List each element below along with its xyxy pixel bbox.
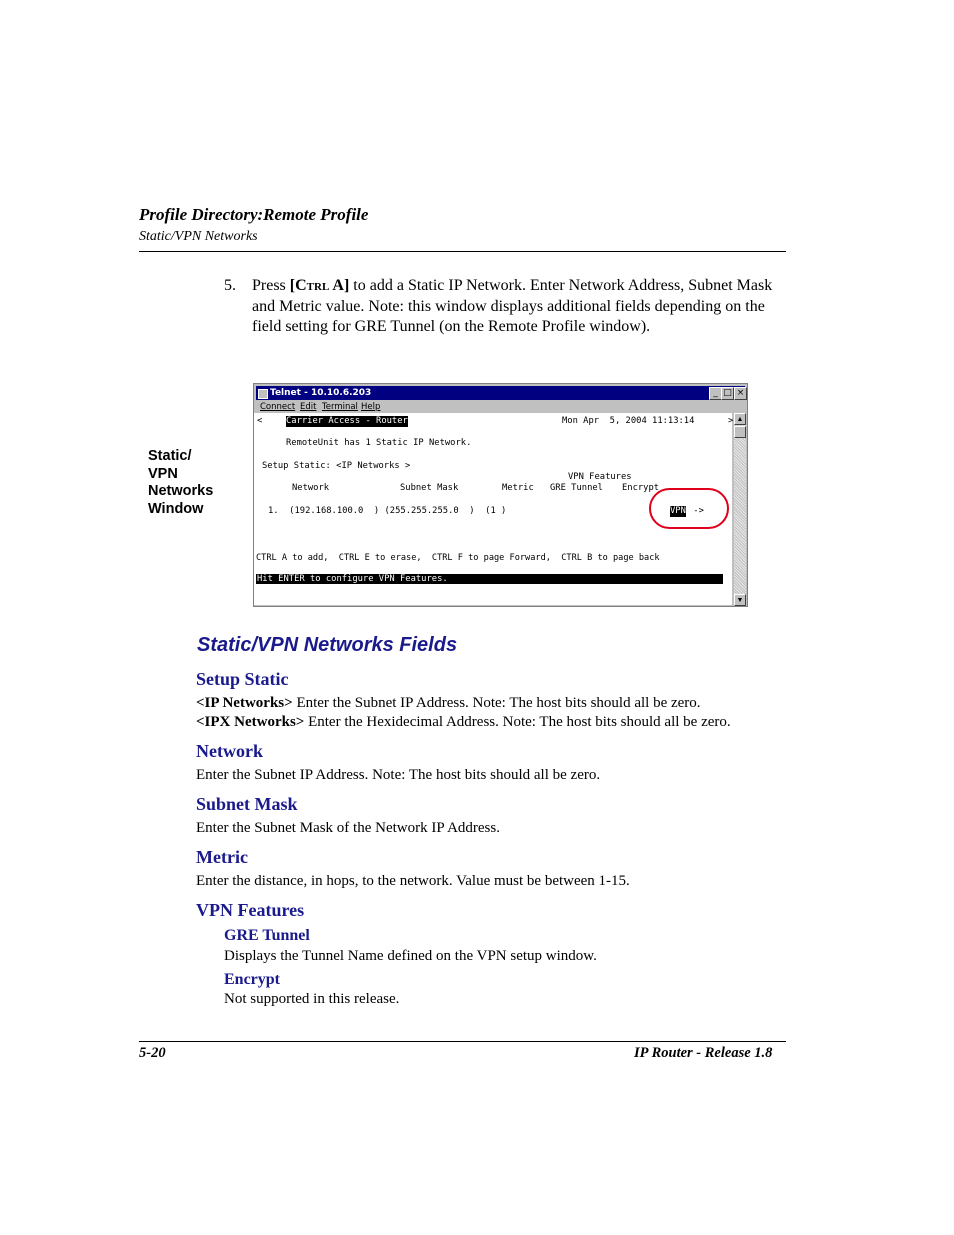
subnet-mask-text: Enter the Subnet Mask of the Network IP Address. [196, 820, 500, 836]
heading-metric: Metric [196, 847, 248, 867]
key-open: [C [289, 277, 307, 294]
maximize-button[interactable]: □ [721, 387, 734, 400]
page-header-subtitle: Static/VPN Networks [139, 229, 258, 244]
menu-terminal[interactable]: Terminal [322, 402, 358, 412]
heading-setup-static: Setup Static [196, 669, 289, 689]
minimize-button[interactable]: _ [709, 387, 722, 400]
step-description: to add a Static IP Network. Enter Network Address, Subnet Mask and Metric value. Note: this window displays additional fields depending on the field setting for GRE Tunnel (on the Remote Profile window). [252, 277, 773, 335]
footer-rule [139, 1041, 786, 1042]
terminal-scrollbar[interactable] [734, 413, 746, 606]
page-number: 5-20 [139, 1045, 166, 1061]
section-title: Static/VPN Networks Fields [197, 634, 458, 656]
term-arrow-left: < [257, 416, 263, 426]
heading-subnet-mask: Subnet Mask [196, 794, 298, 814]
key-smallcaps: trl [306, 277, 330, 294]
menu-help[interactable]: Help [361, 402, 381, 412]
setup-static-ipx [196, 714, 731, 731]
highlight-circle [649, 488, 729, 529]
term-col-metric: Metric [502, 483, 534, 493]
gre-tunnel-text: Displays the Tunnel Name defined on the VPN setup window. [224, 948, 597, 964]
telnet-menubar [256, 401, 745, 413]
step-5 [224, 276, 784, 338]
term-datetime: Mon Apr 5, 2004 11:13:14 [562, 416, 695, 426]
footer-product: IP Router - Release 1.8 [634, 1045, 773, 1061]
ipx-networks-label: <IPX Networks> [196, 714, 305, 730]
heading-network: Network [196, 741, 263, 761]
menu-edit[interactable]: Edit [300, 402, 317, 412]
term-arrow-right: > [728, 416, 734, 426]
telnet-title: Telnet - 10.10.6.203 [270, 388, 372, 398]
term-col-gre: GRE Tunnel [550, 483, 603, 493]
close-button[interactable]: × [734, 387, 747, 400]
header-rule [139, 251, 786, 252]
scroll-up-icon[interactable]: ▲ [734, 413, 746, 425]
telnet-titlebar[interactable] [256, 386, 745, 400]
step-press: Press [252, 277, 290, 294]
ip-networks-label: <IP Networks> [196, 695, 293, 711]
term-setup: Setup Static: <IP Networks > [262, 461, 411, 471]
heading-encrypt: Encrypt [224, 971, 280, 988]
step-text [252, 276, 784, 338]
figure-label-line4: Window [148, 500, 204, 517]
figure-label [148, 448, 213, 518]
term-row-1-vpn[interactable]: VPN [670, 506, 686, 516]
figure-label-line3: Networks [148, 483, 214, 499]
scroll-thumb[interactable] [734, 426, 746, 438]
figure-label-line2: VPN [148, 465, 178, 482]
heading-gre-tunnel: GRE Tunnel [224, 927, 310, 944]
key-close: A] [329, 277, 350, 294]
figure-label-line1: Static/ [148, 448, 192, 464]
ipx-networks-text: Enter the Hexidecimal Address. Note: The host bits should all be zero. [304, 714, 731, 730]
term-status: Hit ENTER to configure VPN Features. [257, 574, 448, 584]
term-row-1[interactable]: 1. (192.168.100.0 ) (255.255.255.0 ) (1 ) [268, 506, 507, 516]
page-header-title: Profile Directory:Remote Profile [139, 205, 369, 224]
term-help: CTRL A to add, CTRL E to erase, CTRL F to page Forward, CTRL B to page back [256, 553, 660, 563]
step-number: 5. [224, 277, 236, 294]
setup-static-ip [196, 695, 701, 712]
ip-networks-text: Enter the Subnet IP Address. Note: The host bits should all be zero. [292, 695, 701, 711]
term-summary: RemoteUnit has 1 Static IP Network. [286, 438, 472, 448]
menu-connect[interactable]: Connect [260, 402, 296, 412]
encrypt-text: Not supported in this release. [224, 991, 400, 1007]
scroll-down-icon[interactable]: ▼ [734, 594, 746, 606]
term-system-name: Carrier Access - Router [286, 416, 408, 426]
term-vpn-features: VPN Features [568, 472, 632, 482]
telnet-app-icon [258, 389, 268, 399]
metric-text: Enter the distance, in hops, to the network. Value must be between 1-15. [196, 873, 630, 889]
term-col-subnet: Subnet Mask [400, 483, 459, 493]
heading-vpn-features: VPN Features [196, 900, 305, 920]
key-combo [290, 277, 350, 294]
term-col-encrypt: Encrypt [622, 483, 660, 493]
network-text: Enter the Subnet IP Address. Note: The host bits should all be zero. [196, 767, 601, 783]
term-col-network: Network [292, 483, 330, 493]
term-row-1-arrow: -> [688, 506, 704, 516]
